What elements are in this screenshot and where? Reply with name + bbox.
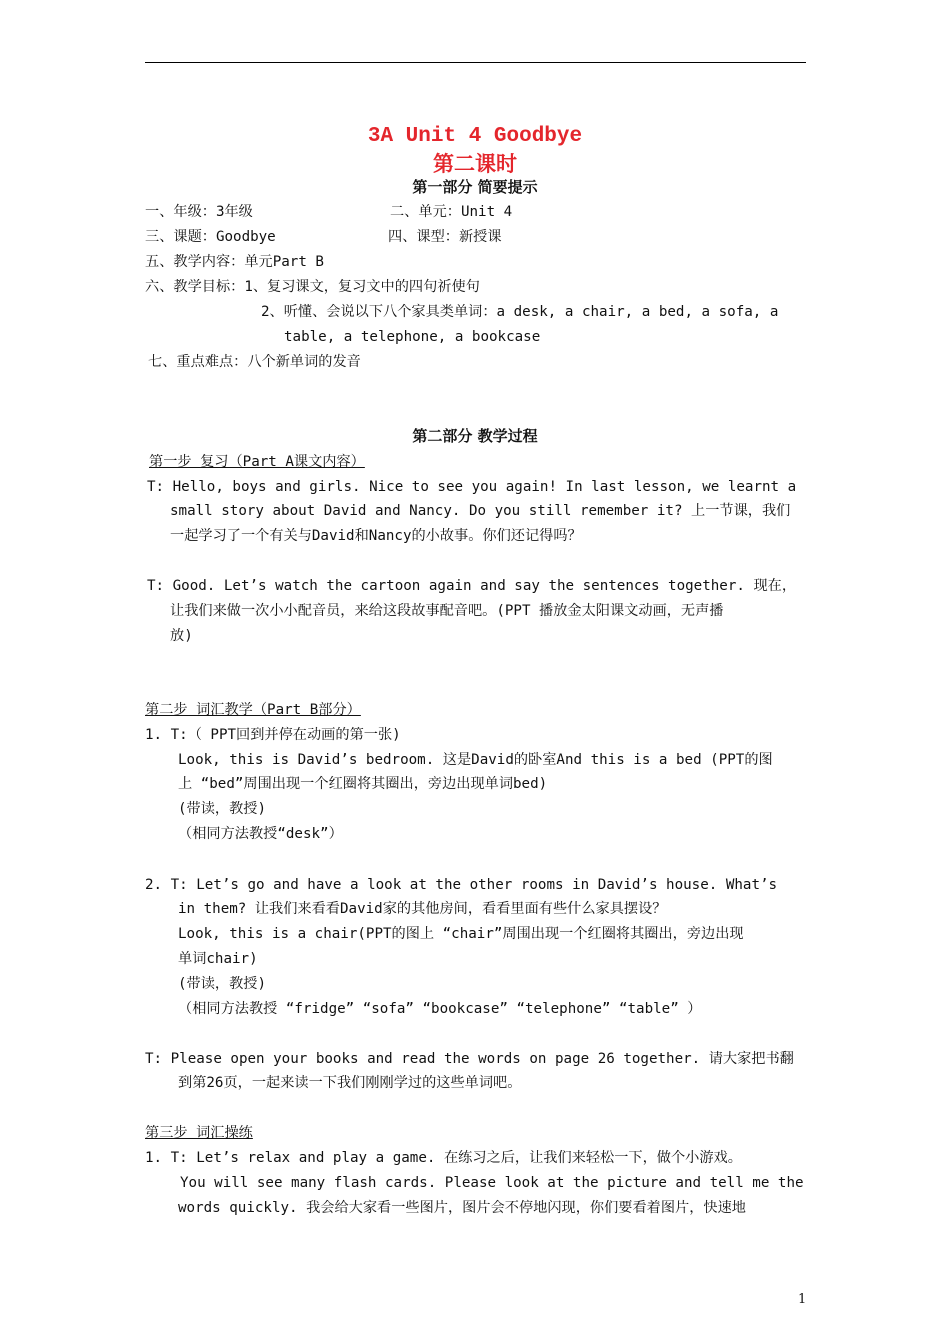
step2-text: Look, this is a chair(PPT的图上 “chair”周围出现一个红圈将其圈出，旁边出现 bbox=[178, 926, 744, 942]
info-goal-1: 六、教学目标：1、复习课文，复习文中的四句祈使句 bbox=[145, 279, 480, 295]
step2-text: 2. T: Let’s go and have a look at the other rooms in David’s house. What’s bbox=[145, 877, 778, 893]
step2-text: （相同方法教授 “fridge” “sofa” “bookcase” “telephone” “table” ） bbox=[178, 1001, 702, 1017]
step1-text: small story about David and Nancy. Do you still remember it? 上一节课，我们 bbox=[170, 503, 791, 519]
step2-text: Look, this is David’s bedroom. 这是David的卧室And this is a bed (PPT的图 bbox=[178, 752, 773, 768]
step2-text: (带读，教授) bbox=[178, 976, 267, 992]
step1-text: T: Good. Let’s watch the cartoon again and say the sentences together. 现在， bbox=[147, 578, 797, 594]
page-number: 1 bbox=[798, 1292, 807, 1307]
step3-heading: 第三步 词汇操练 bbox=[145, 1125, 253, 1141]
header-rule bbox=[145, 62, 806, 63]
info-key-points: 七、重点难点：八个新单词的发音 bbox=[148, 354, 361, 370]
step2-text: in them? 让我们来看看David家的其他房间，看看里面有些什么家具摆设？ bbox=[178, 901, 667, 917]
step1-text: 一起学习了一个有关与David和Nancy的小故事。你们还记得吗？ bbox=[170, 528, 582, 544]
step2-text: 到第26页，一起来读一下我们刚刚学过的这些单词吧。 bbox=[178, 1075, 522, 1091]
info-content: 五、教学内容：单元Part B bbox=[145, 254, 324, 270]
info-goal-2: 2、听懂、会说以下八个家具类单词：a desk, a chair, a bed, a sofa, a bbox=[261, 304, 779, 320]
step2-text: 1. T:（ PPT回到并停在动画的第一张) bbox=[145, 727, 401, 743]
info-unit: 二、单元：Unit 4 bbox=[390, 204, 513, 220]
step2-text: 单词chair) bbox=[178, 951, 258, 967]
doc-subtitle: 第二课时 bbox=[433, 151, 517, 176]
part1-heading: 第一部分 简要提示 bbox=[412, 178, 538, 196]
info-goal-2-cont: table, a telephone, a bookcase bbox=[284, 329, 541, 345]
step2-heading: 第二步 词汇教学（Part B部分） bbox=[145, 702, 361, 718]
step1-text: T: Hello, boys and girls. Nice to see you again! In last lesson, we learnt a bbox=[147, 479, 797, 495]
info-topic: 三、课题：Goodbye bbox=[145, 229, 276, 245]
step2-text: (带读，教授) bbox=[178, 801, 267, 817]
step1-text: 放) bbox=[170, 628, 193, 644]
step3-text: words quickly. 我会给大家看一些图片，图片会不停地闪现，你们要看着图片，快速地 bbox=[178, 1200, 746, 1216]
step1-heading: 第一步 复习（Part A课文内容） bbox=[149, 454, 365, 470]
doc-title: 3A Unit 4 Goodbye bbox=[367, 125, 583, 148]
step2-text: 上 “bed”周围出现一个红圈将其圈出，旁边出现单词bed) bbox=[178, 776, 548, 792]
part2-heading: 第二部分 教学过程 bbox=[412, 427, 538, 445]
step3-text: You will see many flash cards. Please look at the picture and tell me the bbox=[180, 1175, 804, 1191]
step2-text: T: Please open your books and read the words on page 26 together. 请大家把书翻 bbox=[145, 1051, 794, 1067]
info-grade: 一、年级：3年级 bbox=[145, 204, 253, 220]
step1-text: 让我们来做一次小小配音员，来给这段故事配音吧。(PPT 播放金太阳课文动画，无声播 bbox=[170, 603, 724, 619]
step3-text: 1. T: Let’s relax and play a game. 在练习之后，让我们来轻松一下，做个小游戏。 bbox=[145, 1150, 742, 1166]
info-lesson-type: 四、课型：新授课 bbox=[388, 229, 502, 245]
step2-text: （相同方法教授“desk”） bbox=[178, 826, 343, 842]
